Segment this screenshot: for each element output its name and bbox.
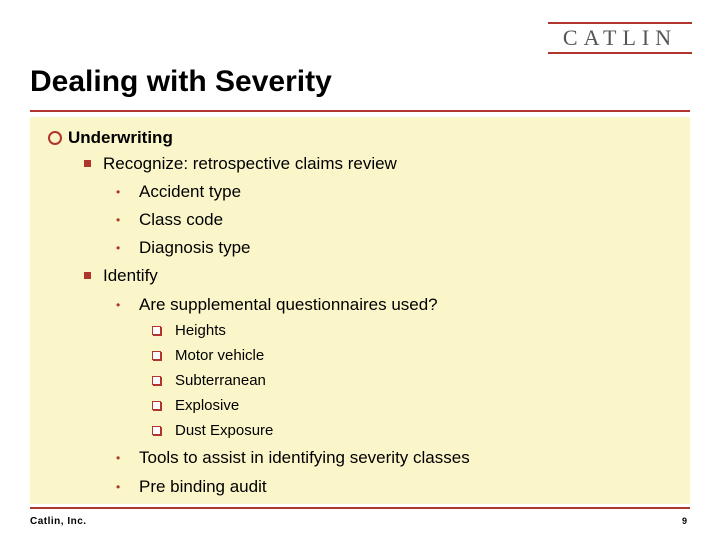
dot-icon: • bbox=[116, 298, 121, 312]
hollow-square-icon bbox=[152, 326, 161, 335]
hollow-square-icon bbox=[152, 401, 161, 410]
dot-icon: • bbox=[116, 185, 121, 199]
footer-rule bbox=[30, 507, 690, 509]
hollow-square-icon bbox=[152, 351, 161, 360]
outline-item-text: Are supplemental questionnaires used? bbox=[139, 295, 438, 314]
hollow-square-icon bbox=[152, 426, 161, 435]
logo-text: CATLIN bbox=[562, 25, 678, 50]
outline-item-text: Heights bbox=[175, 322, 226, 339]
outline-item-text: Identify bbox=[103, 266, 158, 285]
catlin-logo bbox=[548, 22, 692, 56]
logo-top-rule bbox=[548, 22, 692, 24]
outline-item-text: Explosive bbox=[175, 397, 240, 414]
outline-item-text: Subterranean bbox=[175, 372, 266, 389]
dot-icon: • bbox=[116, 480, 121, 494]
outline-item-text: Underwriting bbox=[68, 128, 173, 147]
outline-item-text: Dust Exposure bbox=[175, 422, 274, 439]
outline-item-text: Diagnosis type bbox=[139, 238, 251, 257]
outline-item-text: Recognize: retrospective claims review bbox=[103, 154, 397, 173]
outline-item-text: Accident type bbox=[139, 182, 242, 201]
dot-icon: • bbox=[116, 241, 121, 255]
title-underline bbox=[30, 110, 690, 112]
filled-square-icon bbox=[84, 272, 91, 279]
hollow-square-icon bbox=[152, 376, 161, 385]
page-number: 9 bbox=[682, 516, 688, 526]
logo-bottom-rule bbox=[548, 52, 692, 54]
outline-item-text: Tools to assist in identifying severity classes bbox=[139, 448, 470, 467]
open-circle-icon bbox=[48, 131, 62, 145]
footer-company: Catlin, Inc. bbox=[30, 516, 87, 527]
outline-item-text: Class code bbox=[139, 210, 224, 229]
outline-item-text: Motor vehicle bbox=[175, 347, 265, 364]
dot-icon: • bbox=[116, 213, 121, 227]
outline-item-text: Pre binding audit bbox=[139, 477, 267, 496]
dot-icon: • bbox=[116, 451, 121, 465]
slide-title: Dealing with Severity bbox=[30, 65, 332, 98]
filled-square-icon bbox=[84, 160, 91, 167]
